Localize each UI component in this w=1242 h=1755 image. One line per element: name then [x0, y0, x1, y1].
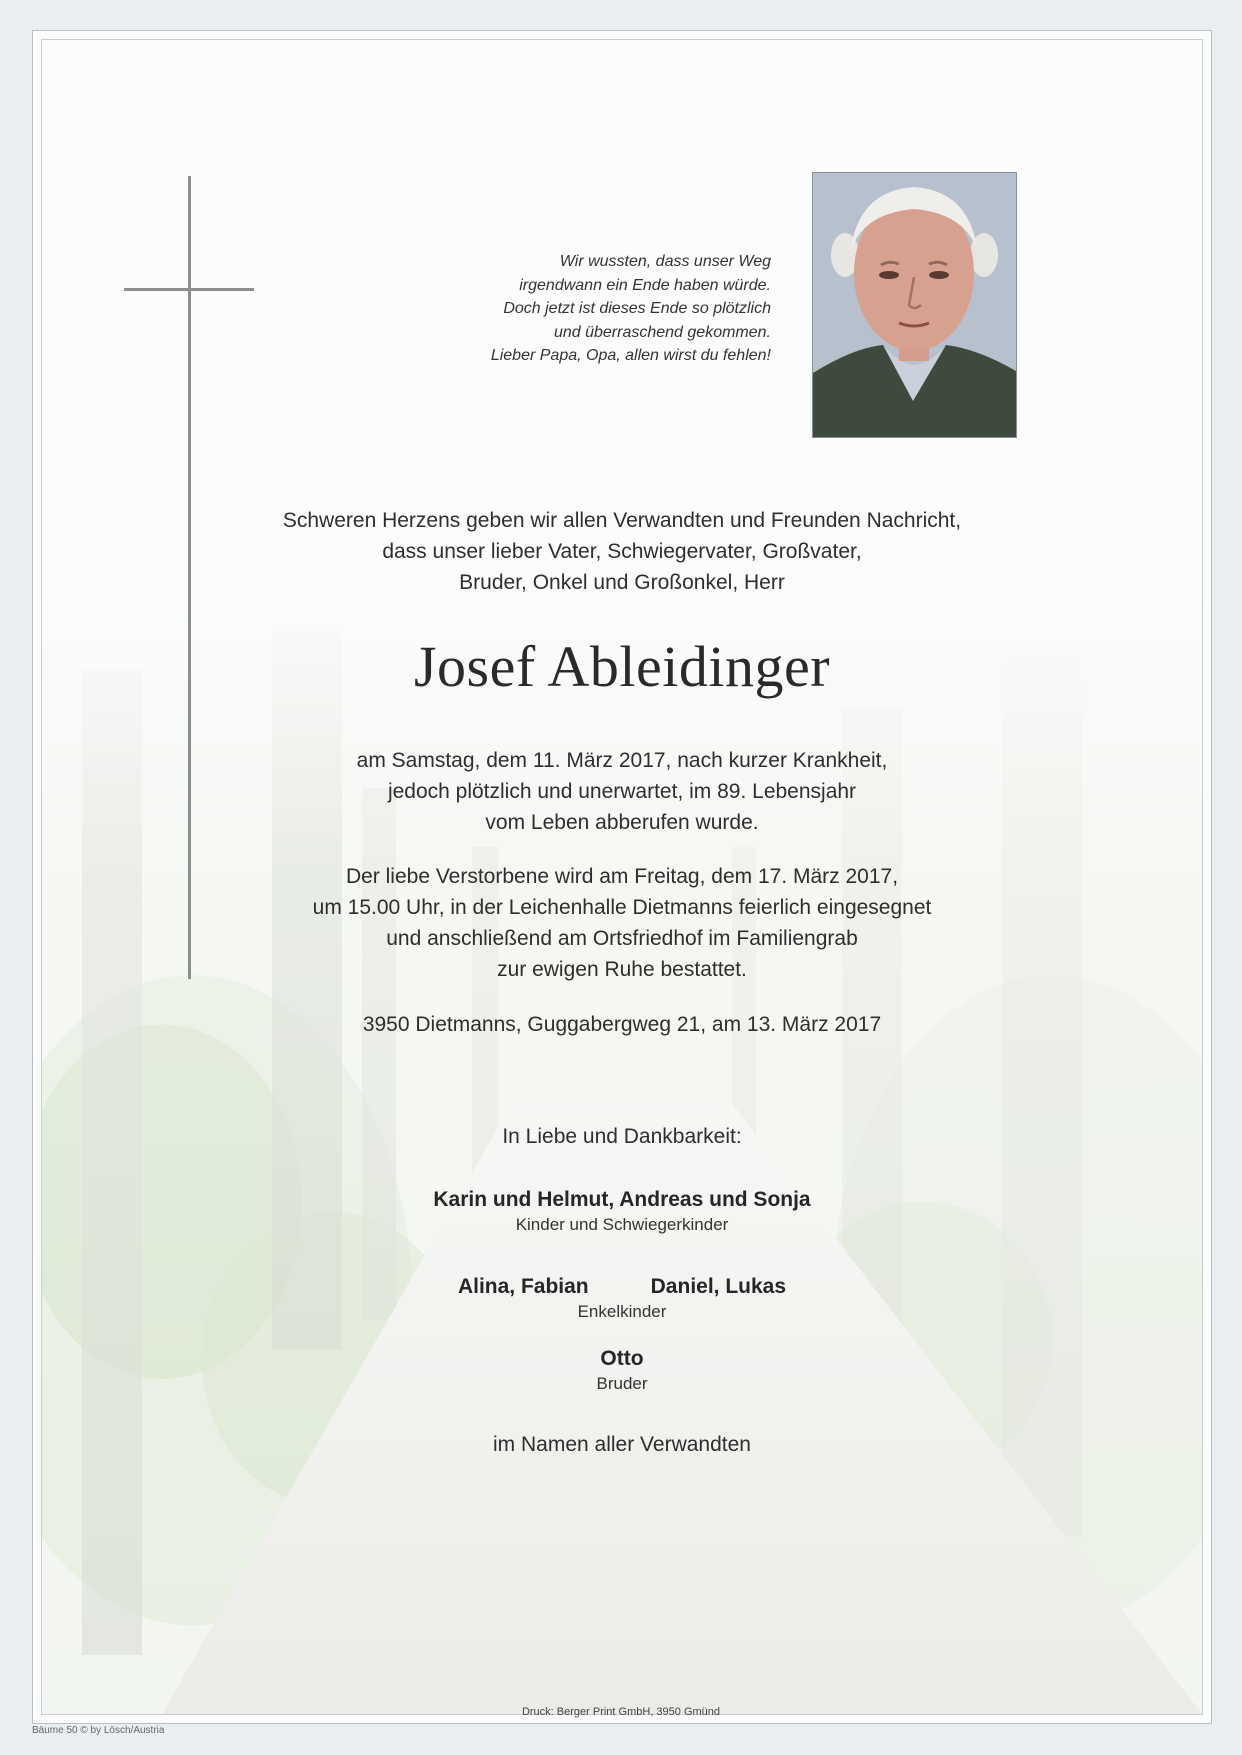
mourners-children — [33, 1188, 1211, 1235]
children-role: Kinder und Schwiegerkinder — [515, 1215, 729, 1234]
quote-line: irgendwann ein Ende haben würde. — [519, 276, 771, 294]
death-info-line: vom Leben abberufen wurde. — [485, 811, 759, 834]
image-credit: Bäume 50 © by Lösch/Austria — [32, 1725, 165, 1736]
announcement-text — [33, 505, 1211, 598]
death-info-line: jedoch plötzlich und unerwartet, im 89. Lebensjahr — [387, 780, 857, 803]
quote-line: Doch jetzt ist dieses Ende so plötzlich — [503, 300, 771, 317]
printer-imprint: Druck: Berger Print GmbH, 3950 Gmünd — [521, 1706, 721, 1718]
death-info-text — [33, 745, 1211, 838]
quote-line: Lieber Papa, Opa, allen wirst du fehlen! — [490, 347, 771, 364]
children-names: Karin und Helmut, Andreas und Sonja — [433, 1188, 811, 1211]
parte-sheet — [32, 30, 1212, 1724]
quote-line: Wir wussten, dass unser Weg — [559, 253, 771, 270]
announcement-line: dass unser lieber Vater, Schwiegervater, Großvater, — [382, 540, 862, 563]
grandchildren-names — [33, 1275, 1211, 1299]
grandchildren-names-left: Alina, Fabian — [457, 1275, 589, 1298]
quote-line: und überraschend gekommen. — [553, 323, 771, 341]
memorial-quote — [363, 250, 771, 368]
portrait-photo — [812, 172, 1017, 438]
deceased-name: Josef Ableidinger — [413, 634, 831, 699]
brother-role: Bruder — [596, 1374, 648, 1393]
announcement-line: Schweren Herzens geben wir allen Verwandten und Freunden Nachricht, — [282, 509, 962, 532]
funeral-info-line: um 15.00 Uhr, in der Leichenhalle Dietmanns feierlich eingesegnet — [312, 896, 932, 919]
announcement-line: Bruder, Onkel und Großonkel, Herr — [459, 571, 785, 594]
place-date: 3950 Dietmanns, Guggabergweg 21, am 13. März 2017 — [362, 1013, 882, 1036]
grandchildren-names-right: Daniel, Lukas — [650, 1275, 787, 1298]
funeral-info-text — [33, 861, 1211, 985]
death-info-line: am Samstag, dem 11. März 2017, nach kurzer Krankheit, — [356, 749, 888, 772]
mourners-closing: im Namen aller Verwandten — [493, 1433, 751, 1456]
mourners-grandchildren — [33, 1275, 1211, 1322]
funeral-info-line: Der liebe Verstorbene wird am Freitag, dem 17. März 2017, — [345, 865, 899, 888]
funeral-info-line: und anschließend am Ortsfriedhof im Familiengrab — [386, 927, 858, 950]
cross-horizontal-bar — [124, 288, 254, 291]
mourners-brother — [33, 1347, 1211, 1394]
grandchildren-role: Enkelkinder — [577, 1302, 667, 1321]
mourners-intro: In Liebe und Dankbarkeit: — [502, 1125, 742, 1148]
funeral-info-line: zur ewigen Ruhe bestattet. — [497, 958, 747, 981]
brother-name: Otto — [600, 1347, 644, 1370]
